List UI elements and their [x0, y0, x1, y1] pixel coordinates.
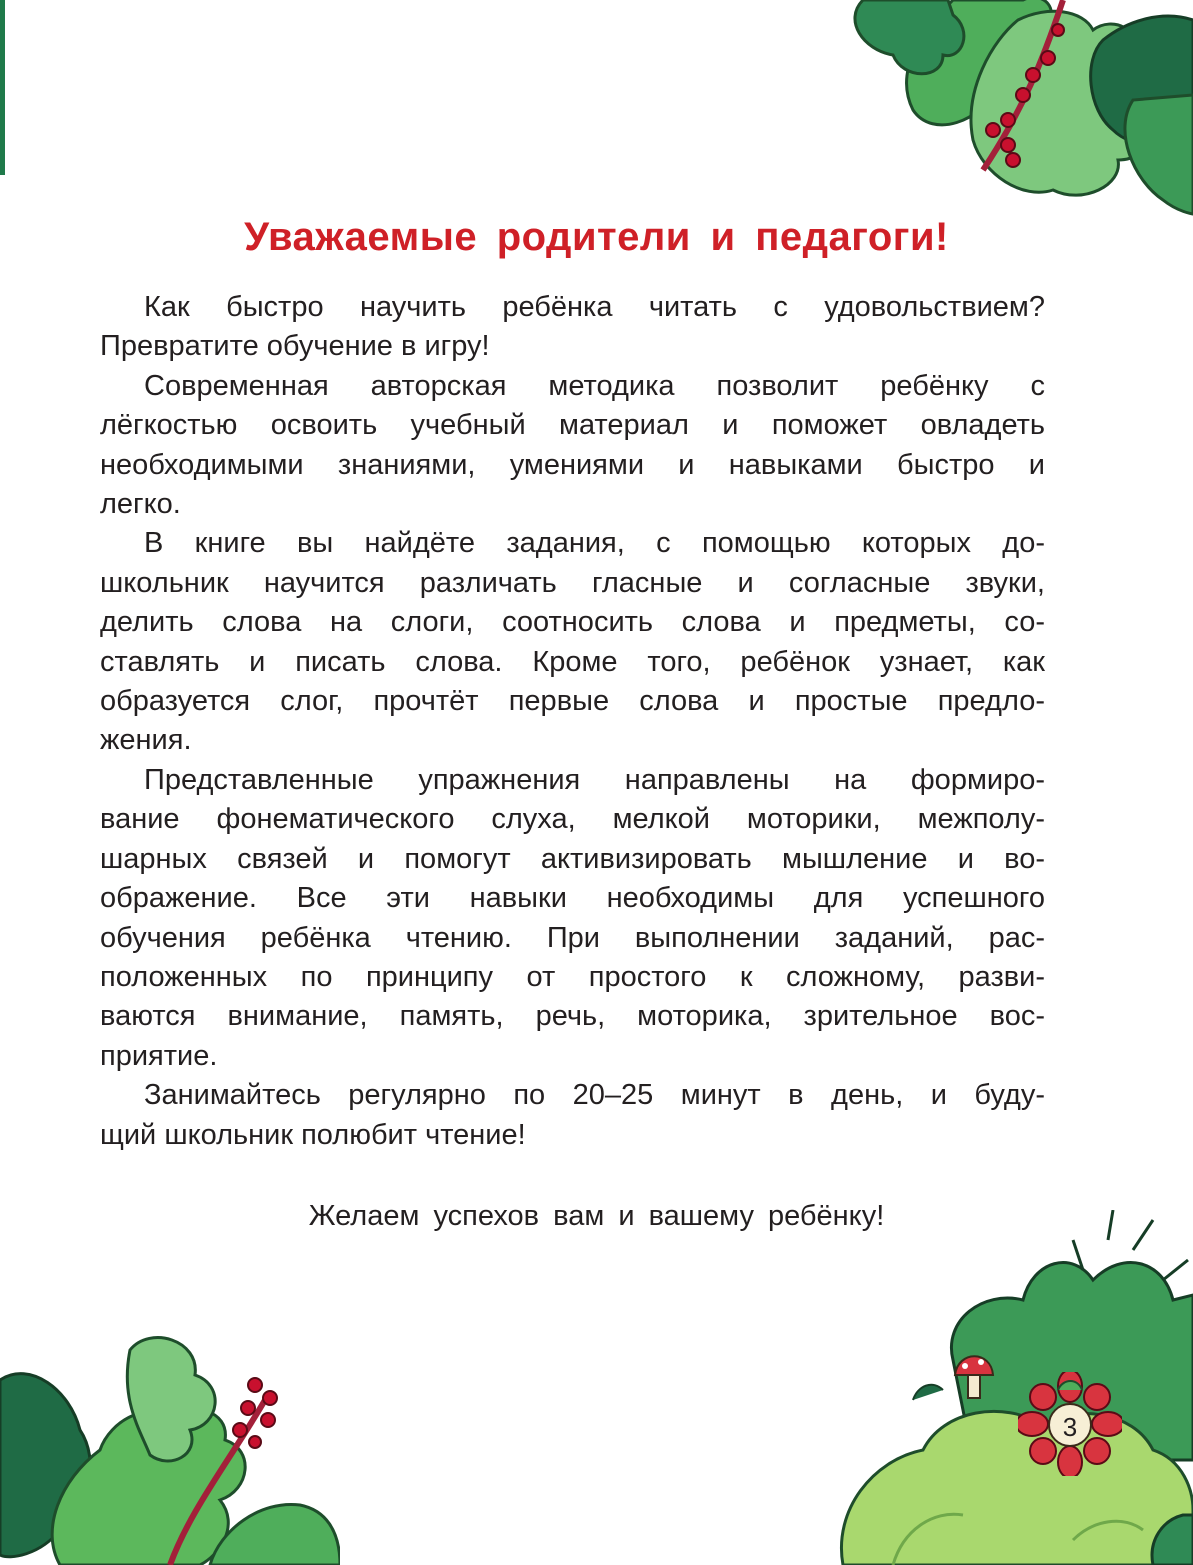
page-number: 3 — [1048, 1403, 1092, 1447]
text-line: образуется слог, прочтёт первые слова и простые предло- — [100, 685, 1045, 718]
text-line: В книге вы найдёте задания, с помощью которых до- — [144, 527, 1045, 560]
text-line: школьник научится различать гласные и согласные звуки, — [100, 566, 1045, 599]
page-title: Уважаемые родители и педагоги! — [244, 215, 949, 259]
text-line: приятие. — [100, 1039, 218, 1072]
left-edge-bar — [0, 0, 5, 175]
paragraph-5 — [100, 1076, 1045, 1155]
paragraph-3 — [100, 524, 1045, 760]
text-line: положенных по принципу от простого к сложному, разви- — [100, 960, 1045, 993]
closing-wish: Желаем успехов вам и вашему ребёнку! — [308, 1200, 885, 1232]
text-line: щий школьник полюбит чтение! — [100, 1118, 526, 1151]
text-line: лёгкостью освоить учебный материал и поможет овладеть — [100, 409, 1045, 442]
text-line: Как быстро научить ребёнка читать с удовольствием? — [144, 291, 1045, 323]
text-line: вание фонематического слуха, мелкой моторики, межполу- — [100, 803, 1045, 836]
text-line: Представленные упражнения направлены на формиро- — [144, 763, 1045, 796]
text-line: Превратите обучение в игру! — [100, 330, 490, 363]
paragraph-4 — [100, 761, 1045, 1076]
text-line: шарных связей и помогут активизировать мышление и во- — [100, 842, 1045, 875]
oak-leaves-top-icon — [833, 0, 1193, 225]
text-line: необходимыми знаниями, умениями и навыками быстро и — [100, 448, 1045, 481]
text-line: ображение. Все эти навыки необходимы для успешного — [100, 882, 1045, 915]
paragraph-2 — [100, 367, 1045, 525]
paragraph-1 — [100, 288, 1045, 367]
text-line: обучения ребёнка чтению. При выполнении заданий, рас- — [100, 921, 1045, 954]
text-line: Современная авторская методика позволит ребёнку с — [144, 369, 1045, 402]
body-text — [100, 288, 1045, 1155]
bush-bottom-right-icon — [833, 1210, 1193, 1565]
text-line: Занимайтесь регулярно по 20–25 минут в день, и буду- — [144, 1079, 1045, 1112]
text-line: ваются внимание, память, речь, моторика, зрительное вос- — [100, 1000, 1045, 1033]
text-line: жения. — [100, 724, 192, 757]
oak-leaves-bottom-left-icon — [0, 1330, 340, 1565]
text-line: ставлять и писать слова. Кроме того, ребёнок узнает, как — [100, 645, 1045, 678]
text-line: легко. — [100, 488, 181, 521]
text-line: делить слова на слоги, соотносить слова и предметы, со- — [100, 606, 1045, 639]
